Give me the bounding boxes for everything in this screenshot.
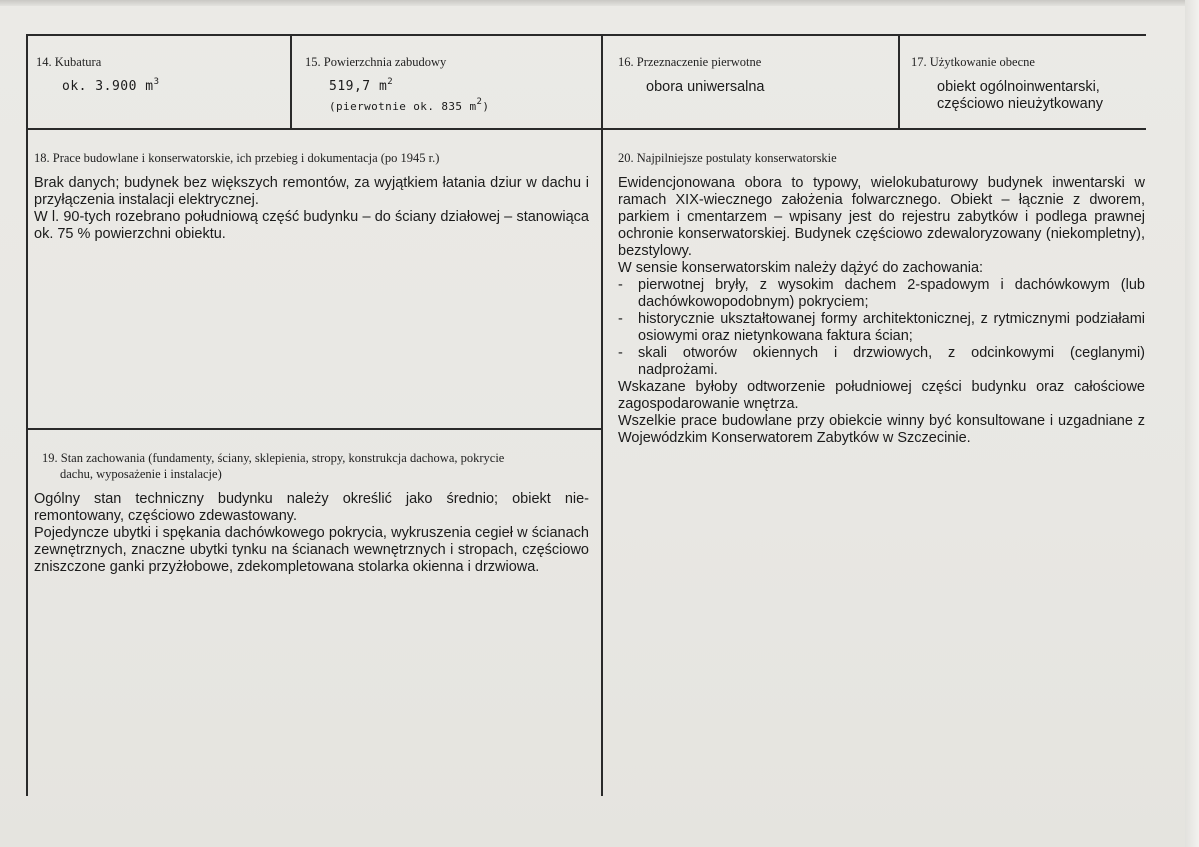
bullet-text: skali otworów okiennych i drzwiowych, z odcinkowymi (ceglanymi) nadprożami. [638,345,1145,378]
section-20-label: 20. Najpilniejsze postulaty konserwatorskie [618,151,837,165]
bullet-dash: - [618,311,623,327]
page-top-edge [0,0,1199,6]
field-15-value [329,78,393,95]
section-19-label [42,450,597,482]
section-20-paragraph-2: W sensie konserwatorskim należy dążyć do zachowania: [618,260,984,276]
section-18-label: 18. Prace budowlane i konserwatorskie, ich przebieg i dokumentacja (po 1945 r.) [34,151,440,165]
field-14-value-text: ok. 3.900 m [62,79,154,94]
bullet-text: pierwotnej bryły, z wysokim dachem 2-spadowym i dachówkowym (lub dachówkowopodobnym) pokryciem; [638,277,1145,310]
bullet-dash: - [618,277,623,293]
field-17-value-line1: obiekt ogólnoinwentarski, [937,79,1100,95]
field-14-value [62,78,160,95]
section-19-body [34,491,589,576]
top-rule [26,34,1146,36]
section-19-label-line2: dachu, wyposażenie i instalacje) [60,467,222,481]
section-19-paragraph-2: Pojedyncze ubytki i spękania dachówkowego pokrycia, wykruszenia cegieł w ścianach zewnętrznych, znaczne ubytki tynku na ścianach wewnętrznych i stropach, częściowo zniszczone ganki przyżłobowe, zdekompletowana stolarka okienna i drzwiowa. [34,525,589,575]
field-14-unit-exponent: 3 [153,77,160,87]
field-17-label: 17. Użytkowanie obecne [911,55,1035,69]
page-right-edge [1185,0,1199,847]
field-15-unit-exponent: 2 [387,77,394,87]
field-16-label: 16. Przeznaczenie pierwotne [618,55,762,69]
section-20-bullet [618,345,1145,379]
section-20-paragraph-3: Wskazane byłoby odtworzenie południowej części budynku oraz całościowe zagospodarowanie wnętrza. [618,379,1145,412]
field-15-label: 15. Powierzchnia zabudowy [305,55,447,69]
field-15-note-text: (pierwotnie ok. 835 m [329,100,477,113]
section-20-bullet [618,311,1145,345]
section-18-body [34,175,589,243]
field-15-note [329,98,489,115]
field-14-label: 14. Kubatura [36,55,102,69]
field-15-note-exponent: 2 [476,97,483,107]
section-20-paragraph-4: Wszelkie prace budowlane przy obiekcie winny być konsultowane i uzgadniane z Wojewódzkim Konserwatorem Zabytków w Szczecinie. [618,413,1145,446]
field-16-value: obora uniwersalna [646,79,765,95]
col-divider-14-15 [290,34,292,130]
bullet-dash: - [618,345,623,361]
section-20-paragraph-1: Ewidencjonowana obora to typowy, wielokubaturowy budynek inwentarski w ramach XIX-wiecznego założenia folwarcznego. Obiekt – łącznie z dworem, parkiem i cmentarzem – wpisany jest do rejestru zabytków i podlega prawnej ochronie konserwatorskiej. Budynek częściowo zdewaloryzowany (niekompletny), bezstylowy. [618,175,1145,259]
row1-bottom-rule [26,128,1146,130]
section-18-paragraph-1: Brak danych; budynek bez większych remontów, za wyjątkiem łatania dziur w dachu i przyłączenia instalacji elektrycznej. [34,175,589,208]
field-15-value-text: 519,7 m [329,79,388,94]
bullet-text: historycznie ukształtowanej formy architektonicznej, z rytmicznymi podziałami osiowymi oraz nietynkowana faktura ścian; [638,311,1145,344]
col-divider-16-17 [898,34,900,130]
section-19-paragraph-1: Ogólny stan techniczny budynku należy określić jako średnio; obiekt nie-remontowany, częściowo zdewastowany. [34,491,589,524]
field-17-value-line2: częściowo nieużytkowany [937,96,1104,112]
field-15-note-close: ) [482,100,490,113]
section-18-paragraph-2: W l. 90-tych rozebrano południową część budynku – do ściany działowej – stanowiąca ok. 75 % powierzchni obiektu. [34,209,589,242]
section-20-body [618,175,1145,447]
section-20-bullet [618,277,1145,311]
section-18-19-divider [26,428,602,430]
col-divider-main [601,34,603,796]
section-19-label-line1: 19. Stan zachowania (fundamenty, ściany, sklepienia, stropy, konstrukcja dachowa, pokrycie [42,451,505,465]
left-border [26,34,28,796]
